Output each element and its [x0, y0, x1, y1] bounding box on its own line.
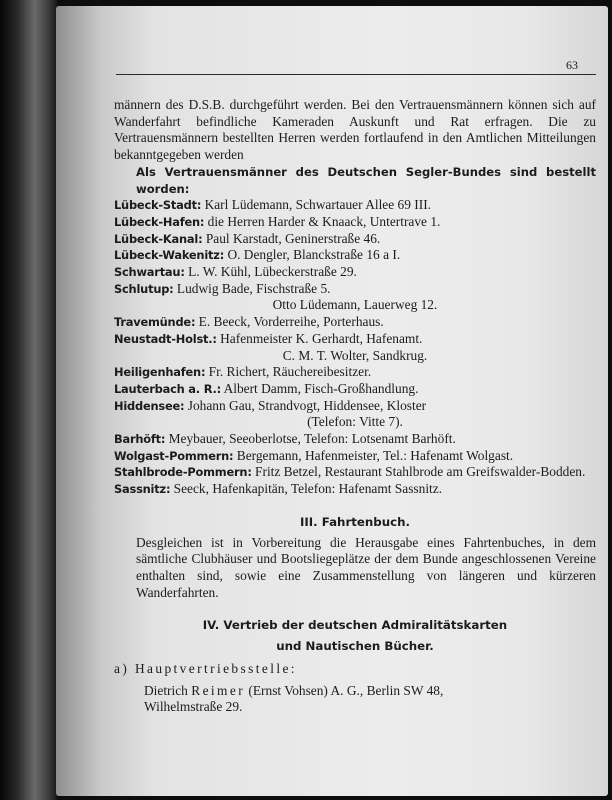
trustee-entry	[114, 448, 596, 465]
entry-place: Hiddensee:	[114, 398, 185, 413]
trustee-entry	[114, 281, 596, 298]
entry-text: Johann Gau, Strandvogt, Hiddensee, Kloster	[187, 397, 427, 413]
section-4-title-line1: IV. Vertrieb der deutschen Admiralitätskarten	[202, 618, 508, 633]
address-pre: Dietrich	[144, 682, 188, 698]
trustee-entry	[114, 197, 596, 214]
intro-paragraph: männern des D.S.B. durchgeführt werden. Bei den Vertrauensmännern können sich auf Wanderfahrt befindliche Kameraden Auskunft und Rat erfragen. Die zu Vertrauensmännern bestellten Herren werden fortlaufend in den Amtlichen Mitteilungen bekanntgegeben werden	[114, 97, 596, 163]
book-spine	[0, 0, 58, 800]
trustee-entry	[114, 331, 596, 348]
entry-text: Seeck, Hafenkapitän, Telefon: Hafenamt Sassnitz.	[173, 481, 443, 497]
page-body	[114, 97, 596, 716]
entry-text: Fr. Richert, Räuchereibesitzer.	[208, 364, 372, 380]
entry-continuation: (Telefon: Vitte 7).	[307, 414, 403, 430]
trustee-entry	[114, 431, 596, 448]
entry-place: Lübeck-Hafen:	[114, 214, 205, 229]
entry-place: Heiligenhafen:	[114, 365, 206, 380]
entry-place: Sassnitz:	[114, 482, 171, 497]
trustee-entry	[114, 364, 596, 381]
section-4-title-line2: und Nautischen Bücher.	[276, 639, 434, 654]
entry-text: E. Beeck, Vorderreihe, Porterhaus.	[198, 314, 384, 330]
entry-text: Meybauer, Seeoberlotse, Telefon: Lotsenamt Barhöft.	[168, 431, 456, 447]
section-3-title: III. Fahrtenbuch.	[299, 514, 411, 529]
entry-text: die Herren Harder & Knaack, Untertrave 1.	[207, 213, 441, 229]
entry-place: Schwartau:	[114, 265, 185, 280]
list-heading: Als Vertrauensmänner des Deutschen Segler-Bundes sind bestellt worden:	[136, 164, 596, 196]
entry-place: Lübeck-Stadt:	[114, 198, 202, 213]
entry-text: Paul Karstadt, Geninerstraße 46.	[205, 230, 381, 246]
entry-text: Hafenmeister K. Gerhardt, Hafenamt.	[220, 330, 423, 346]
entry-text: Karl Lüdemann, Schwartauer Allee 69 III.	[204, 197, 431, 213]
trustee-entry	[114, 247, 596, 264]
address-line-2: Wilhelmstraße 29.	[144, 699, 243, 715]
trustee-entry	[114, 264, 596, 281]
section-4-title	[114, 617, 596, 654]
address-post: (Ernst Vohsen) A. G., Berlin SW 48,	[248, 682, 444, 698]
trustee-list	[114, 197, 596, 498]
trustee-entry	[114, 381, 596, 398]
entry-place: Lauterbach a. R.:	[114, 381, 221, 396]
entry-text: Bergemann, Hafenmeister, Tel.: Hafenamt Wolgast.	[236, 447, 514, 463]
sub-label: a) Hauptvertriebsstelle:	[114, 660, 297, 676]
entry-text: Albert Damm, Fisch-Großhandlung.	[223, 380, 419, 396]
entry-place: Travemünde:	[114, 315, 196, 330]
trustee-entry	[114, 214, 596, 231]
entry-continuation: Otto Lüdemann, Lauerweg 12.	[272, 297, 438, 313]
entry-place: Neustadt-Holst.:	[114, 331, 217, 346]
entry-place: Stahlbrode-Pommern:	[114, 465, 252, 480]
address-line-1	[114, 683, 596, 700]
entry-place: Schlutup:	[114, 281, 174, 296]
entry-text: Fritz Betzel, Restaurant Stahlbrode am Greifswalder-Bodden.	[255, 464, 586, 480]
trustee-entry	[114, 464, 596, 481]
page-number: 63	[566, 58, 578, 72]
entry-text: Ludwig Bade, Fischstraße 5.	[176, 280, 331, 296]
book-page	[56, 6, 608, 796]
header-rule	[116, 74, 596, 75]
entry-place: Wolgast-Pommern:	[114, 448, 234, 463]
entry-place: Lübeck-Kanal:	[114, 231, 203, 246]
entry-continuation: C. M. T. Wolter, Sandkrug.	[282, 347, 428, 363]
address-name: Reimer	[191, 682, 246, 698]
trustee-entry	[114, 481, 596, 498]
entry-text: O. Dengler, Blanckstraße 16 a I.	[227, 247, 401, 263]
trustee-entry	[114, 314, 596, 331]
section-3-text: Desgleichen ist in Vorbereitung die Herausgabe eines Fahrtenbuches, in dem sämtliche Clubhäuser und Bootsliegeplätze der dem Bunde angeschlossenen Vereine enthalten sind, sowie eine Zusammenstellung von längeren und kürzeren Wanderfahrten.	[136, 534, 596, 600]
trustee-entry	[114, 231, 596, 248]
entry-place: Barhöft:	[114, 432, 166, 447]
entry-text: L. W. Kühl, Lübeckerstraße 29.	[188, 264, 357, 280]
trustee-entry	[114, 398, 596, 415]
entry-place: Lübeck-Wakenitz:	[114, 248, 225, 263]
